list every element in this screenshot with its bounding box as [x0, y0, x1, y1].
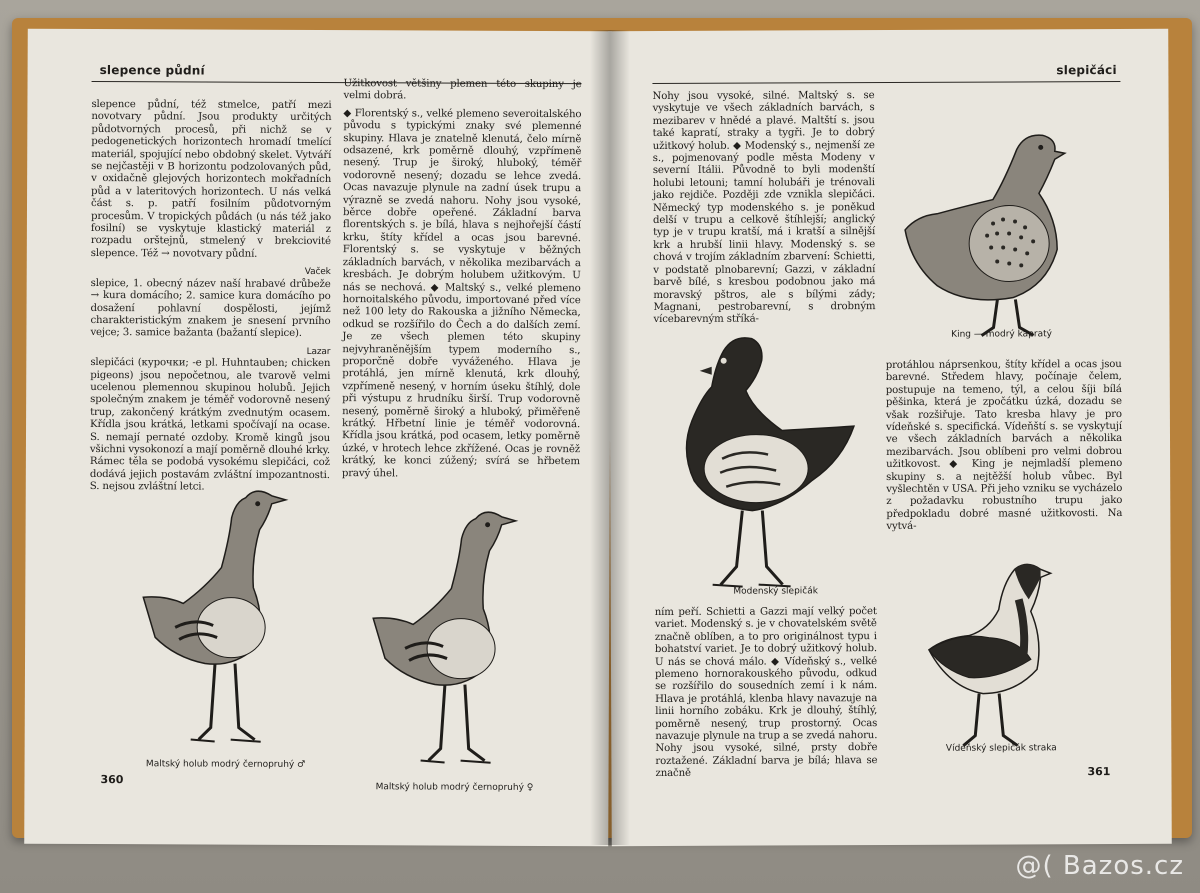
caption-vienna: Vídeňský slepičák straka — [945, 743, 1057, 754]
left-page — [24, 29, 612, 847]
entry-slepence: slepence půdní, též stmelce, patří mezi novotvary půdní. Jsou produkty určitých půdotvorných procesů, při nichž se v pedogenetických horizontech hromadí tmelící materiál, spojující nebo obdobný skelet. Vytváří se nejčastěji v B horizontu podzolovaných půd, v oxidačně glejových horizontech mokřadních půd a v lateritových horizontech. U nás velká část s. p. patří fosilním půdotvorným procesům. V tropických půdách (u nás též jako fosilní) se vyskytuje klastický materiál z rozpadu orštejnů, stmelený v brekciovité slepence. Též → novotvary půdní. — [90, 99, 332, 260]
modena-pigeon-illustration — [672, 330, 873, 601]
page-number-right: 361 — [1087, 765, 1111, 779]
king-pigeon-illustration — [897, 109, 1078, 350]
paragraph-modensky-videnky: ním peří. Schietti a Gazzi mají velký počet variet. Modenský s. je v chovatelském světě značně oblíben, a to pro originálnost typu i bohatství variet. Je to dobrý užitkový holub. U nás se chová málo. ◆ Vídeňský s., velké plemeno hornorakouského původu, odkud se rozšířilo do sousedních zemí i k nám. Hlava je protáhlá, klenba hlavy navazuje na linii horního zobáku. Krk je dlouhý, štíhlý, poměrně nesený, trup prostorný. Ocas navazuje plynule na trup a se zvedá nahoru. Nohy jsou vysoké, silné, prsty dobře roztažené. Základní barva je bílá; hlava se značně — [654, 606, 878, 780]
right-column-2 — [886, 359, 1123, 539]
right-page — [608, 29, 1172, 846]
maltese-pigeon-female-illustration — [365, 498, 526, 779]
caption-maltese-male: Maltský holub modrý černopruhý ♂ — [145, 759, 306, 770]
entry-slepicaci: slepičáci (курочки; -e pl. Huhntauben; chicken pigeons) jsou nepočetnou, ale tvarově velmi ucelenou plemennou skupinou holubů. Jejich společným znakem je téměř vodorovně nesený trup, zakončený krátkým zvednutým ocasem. Křídla jsou krátká, letkami spočívají na ocase. S. nemají pernaté ozdoby. Kromě kingů jsou všichni vysokonozí a mají poměrně dlouhé krky. Rámec těla se podobá vysokému slepičáci, což dodává jejich postavám zvláštní impozantnosti. S. nejsou zvláštní letci. — [89, 357, 331, 493]
paragraph: Užitkovost většiny plemen této skupiny je velmi dobrá. — [343, 78, 582, 102]
header-rule-right — [652, 81, 1120, 84]
author-signature: Vaček — [304, 267, 331, 278]
watermark: @( Bazos.cz — [1015, 851, 1184, 881]
caption-king: King — modrý kapratý — [951, 329, 1052, 340]
vienna-pigeon-illustration — [919, 559, 1070, 760]
paragraph-maltsky-modensky: Nohy jsou vysoké, silné. Maltský s. se vyskytuje ve všech základních barvách, s mezibarev v hnědé a plavé. Maltští s. jsou také kapratí, straky a tygři. Je to dobrý užitkový holub. ◆ Modenský s., nejmenší ze s., pojmenovaný podle města Modeny v severní Itálii. Původně to byli modenští holubi letouni; tamní holubáři je trénovali jako rejdiče. Později zde vznikla slepičáci. Německý typ modenského s. je poněkud delší v trupu a celkově štíhlejší; anglický typ je v trupu kratší, má i kratší a silnější krk a hrubší linii hlavy. Modenský s. se chová v trojím základním zbarvení: Schietti, v podstatě plnobarevní; Gazzi, v základní barvě bílé, s kresbou podobnou jako má moravský pštros, ale s bílými zády; Magnani, pestrobarevní, s drobným vícebarevným stříká- — [652, 90, 876, 326]
page-number-left: 360 — [100, 773, 124, 787]
paragraph-florentsky-maltsky: ◆ Florentský s., velké plemeno severoitalského původu s typickými znaky své plemenné skupiny. Hlava je znatelně klenutá, čelo mírně odsazené, krk poměrně dlouhý, vzpřímeně nesený. Trup je široký, hluboký, téměř vodorovně nesený; dozadu se lehce zvedá. Ocas navazuje plynule na zadní úsek trupu a výrazně se zvedá nahoru. Nohy jsou vysoké, běrce dobře opeřené. Základní barva florentských s. je bílá, hlava s nejhořejší částí krku, štíty křídel a ocas jsou barevné. Florentský s. se vyskytuje v běžných základních barvách, v několika mezibarvách a kresbách. Je dobrým holubem užitkovým. U nás se nechová. ◆ Maltský s., velké plemeno hornoitalského původu, importované před více než 100 lety do Rakouska a jižního Německa, odkud se rozšířilo do Čech a do dalších zemí. Je ze všech plemen této skupiny nejvyhraněnějším typem moderního s., proporčně dobře vyváženého. Hlava je protáhlá, jen mírně klenutá, krk dlouhý, vzpřímeně nesený, v horním úseku štíhlý, dole při výstupu z hrudníku širší. Trup vodorovně nesený, poměrně široký a hluboký, přiměřeně krátký. Hřbetní linie je téměř vodorovná. Křídla jsou krátká, pod ocasem, letky poměrně úzké, v hrotech lehce zkřížené. Ocas je rovněž krátký, ke konci zúžený; svírá se hřbetem pravý úhel. — [341, 107, 582, 479]
right-column-1-bottom — [655, 606, 878, 786]
paragraph-videnky-king: protáhlou náprsenkou, štíty křídel a ocas jsou barevné. Středem hlavy, počínaje čelem, postupuje na temeno, týl, a celou šíji bílá pěšinka, která je zpočátku úzká, dozadu se však rozšiřuje. Tato kresba hlavy je pro vídeňské s. specifická. Vídeňští s. se vyskytují ve všech základních barvách a několika mezibarvách. Jsou oblíbeni pro velmi dobrou užitkovost. ◆ King je nejmladší plemeno skupiny s. a nejtěžší holub vůbec. Byl vyšlechtěn v USA. Při jeho vzniku se vycházelo z požadavku robustního trupu jako předpokladu dobré masné užitkovosti. Na vytvá- — [885, 358, 1123, 533]
author-signature: Lazar — [306, 346, 331, 357]
caption-modena: Modenský slepičák — [733, 586, 818, 597]
running-head-left: slepence půdní — [99, 63, 205, 78]
right-column-1-top — [652, 90, 875, 332]
running-head-right: slepičáci — [1056, 63, 1117, 78]
left-column-2 — [342, 78, 582, 486]
caption-maltese-female: Maltský holub modrý černopruhý ♀ — [375, 782, 534, 793]
entry-slepice: slepice, 1. obecný název naší hrabavé drůbeže → kura domácího; 2. samice kura domácího po dosažení pohlavní dospělosti, jejímž charakteristickým znakem je snesení prvního vejce; 3. samice bažanta (bažantí slepice). — [90, 277, 331, 340]
left-column-1 — [90, 99, 332, 500]
maltese-pigeon-male-illustration — [135, 477, 296, 758]
